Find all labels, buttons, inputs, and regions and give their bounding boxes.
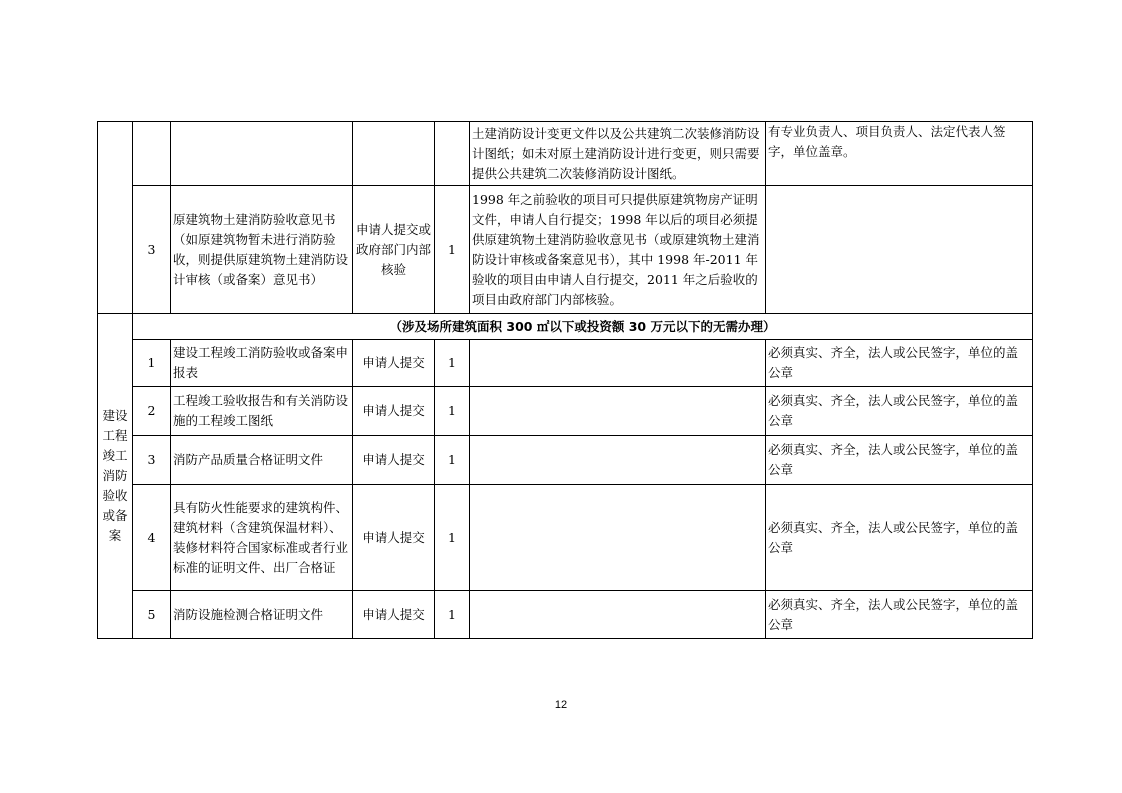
row-number: 5 (133, 591, 171, 639)
row-number: 1 (133, 340, 171, 387)
material-count (435, 122, 470, 186)
material-count: 1 (435, 591, 470, 639)
material-description (470, 436, 766, 485)
section-header: （涉及场所建筑面积 300 ㎡以下或投资额 30 万元以下的无需办理） (133, 314, 1033, 340)
materials-table (97, 121, 1033, 639)
material-name: 建设工程竣工消防验收或备案申报表 (171, 340, 353, 387)
material-requirement (766, 186, 1033, 314)
category-cell-prev (98, 122, 133, 314)
section-header-row (98, 314, 1033, 340)
material-requirement: 必须真实、齐全，法人或公民签字，单位的盖公章 (766, 591, 1033, 639)
material-requirement: 有专业负责人、项目负责人、法定代表人签字，单位盖章。 (766, 122, 1033, 186)
material-name: 具有防火性能要求的建筑构件、建筑材料（含建筑保温材料）、装修材料符合国家标准或者行业标准的证明文件、出厂合格证 (171, 485, 353, 591)
material-name: 原建筑物土建消防验收意见书（如原建筑物暂未进行消防验收，则提供原建筑物土建消防设计审核（或备案）意见书） (171, 186, 353, 314)
material-count: 1 (435, 340, 470, 387)
material-description (470, 340, 766, 387)
material-name: 消防设施检测合格证明文件 (171, 591, 353, 639)
material-name: 工程竣工验收报告和有关消防设施的工程竣工图纸 (171, 387, 353, 436)
material-count: 1 (435, 387, 470, 436)
material-description: 土建消防设计变更文件以及公共建筑二次装修消防设计图纸；如未对原土建消防设计进行变更，则只需要提供公共建筑二次装修消防设计图纸。 (470, 122, 766, 186)
material-name: 消防产品质量合格证明文件 (171, 436, 353, 485)
table-row (98, 485, 1033, 591)
material-count: 1 (435, 186, 470, 314)
material-source: 申请人提交 (353, 591, 435, 639)
material-name (171, 122, 353, 186)
row-number (133, 122, 171, 186)
material-count: 1 (435, 436, 470, 485)
material-source: 申请人提交或政府部门内部核验 (353, 186, 435, 314)
row-number: 3 (133, 186, 171, 314)
material-description (470, 485, 766, 591)
material-source: 申请人提交 (353, 387, 435, 436)
table-row (98, 387, 1033, 436)
category-cell: 建设工程竣工消防验收或备案 (98, 314, 133, 639)
table-row (98, 436, 1033, 485)
page-number: 12 (554, 699, 568, 711)
row-number: 4 (133, 485, 171, 591)
material-description (470, 591, 766, 639)
material-count: 1 (435, 485, 470, 591)
material-description (470, 387, 766, 436)
material-source: 申请人提交 (353, 436, 435, 485)
table-row (98, 122, 1033, 186)
material-requirement: 必须真实、齐全，法人或公民签字，单位的盖公章 (766, 436, 1033, 485)
material-requirement: 必须真实、齐全，法人或公民签字，单位的盖公章 (766, 485, 1033, 591)
table-row (98, 186, 1033, 314)
table-row (98, 340, 1033, 387)
material-requirement: 必须真实、齐全，法人或公民签字，单位的盖公章 (766, 387, 1033, 436)
row-number: 3 (133, 436, 171, 485)
material-source (353, 122, 435, 186)
table-row (98, 591, 1033, 639)
material-description: 1998 年之前验收的项目可只提供原建筑物房产证明文件，申请人自行提交；1998 年以后的项目必须提供原建筑物土建消防验收意见书（或原建筑物土建消防设计审核或备案意见书），其中 1998 年-2011 年验收的项目由申请人自行提交，2011 年之后验收的项目由政府部门内部核验。 (470, 186, 766, 314)
material-source: 申请人提交 (353, 340, 435, 387)
material-source: 申请人提交 (353, 485, 435, 591)
material-requirement: 必须真实、齐全，法人或公民签字，单位的盖公章 (766, 340, 1033, 387)
row-number: 2 (133, 387, 171, 436)
